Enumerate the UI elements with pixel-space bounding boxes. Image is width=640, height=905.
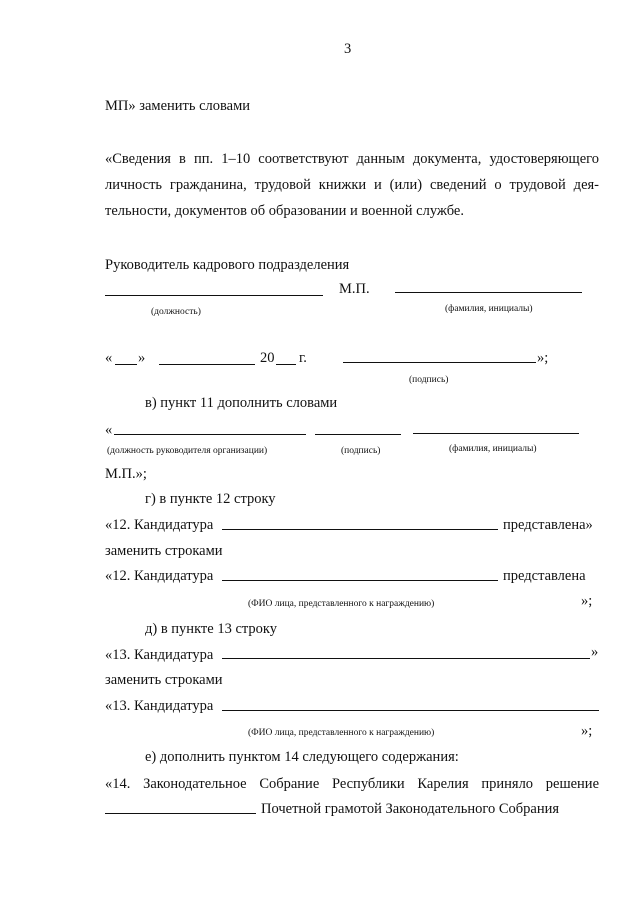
row-13-old-underline [222,658,590,659]
position-underline [105,295,323,296]
signature-end-quote: »; [537,350,549,366]
row-13-close: »; [581,723,593,739]
item-14-underline [105,813,256,814]
name-underline [395,292,582,293]
row-12-new-end: представлена [503,568,586,584]
date-year-suffix: г. [299,350,307,366]
name-caption: (фамилия, инициалы) [445,304,533,314]
row-12-old-label: «12. Кандидатура [105,517,214,533]
row-13-new-underline [222,710,599,711]
date-day-underline [115,364,137,365]
position-caption: (должность) [151,307,201,317]
item-14-line-2: Почетной грамотой Законодательного Собрания [261,801,560,817]
org-sign-open-quote: « [105,422,113,438]
replace-mp-line: МП» заменить словами [105,98,251,114]
org-name-caption: (фамилия, инициалы) [449,444,537,454]
row-13-new-label: «13. Кандидатура [105,698,214,714]
row-12-close: »; [581,593,593,609]
seal-mark: М.П. [339,281,370,297]
date-year-prefix: 20 [260,350,275,366]
item-d-text: д) в пункте 13 строку [145,621,277,637]
row-12-new-label: «12. Кандидатура [105,568,214,584]
item-e-text: е) дополнить пунктом 14 следующего содержания: [145,749,459,765]
page-number: 3 [344,41,352,57]
row-12-fio-caption: (ФИО лица, представленного к награждению) [248,599,435,609]
signature-caption: (подпись) [409,375,449,385]
replace-rows-2: заменить строками [105,672,223,688]
row-12-old-end: представлена» [503,517,593,533]
replace-rows-1: заменить строками [105,543,223,559]
item-14-line-1: «14. Законодательное Собрание Республики Карелия приняло решение [105,776,599,792]
date-close-quote: » [138,350,146,366]
statement-line-3: тельности, документов об образовании и военной службе. [105,203,464,219]
org-signature-caption: (подпись) [341,446,381,456]
seal-mark-end: М.П.»; [105,466,147,482]
org-head-caption: (должность руководителя организации) [107,446,268,456]
org-signature-underline [315,434,401,435]
row-13-fio-caption: (ФИО лица, представленного к награждению) [248,728,435,738]
row-12-old-underline [222,529,498,530]
org-position-underline [114,434,306,435]
statement-line-1: «Сведения в пп. 1–10 соответствуют данным документа, удостоверяющего [105,151,599,167]
statement-line-2: личность гражданина, трудовой книжки и (или) сведений о трудовой дея- [105,177,599,193]
date-year-underline [276,364,296,365]
row-12-new-underline [222,580,498,581]
item-g-text: г) в пункте 12 строку [145,491,276,507]
item-v-text: в) пункт 11 дополнить словами [145,395,338,411]
date-month-underline [159,364,255,365]
hr-head-label: Руководитель кадрового подразделения [105,257,350,273]
date-open-quote: « [105,350,113,366]
row-13-old-label: «13. Кандидатура [105,647,214,663]
org-name-underline [413,433,579,434]
signature-underline [343,362,536,363]
row-13-old-end: » [591,644,599,660]
